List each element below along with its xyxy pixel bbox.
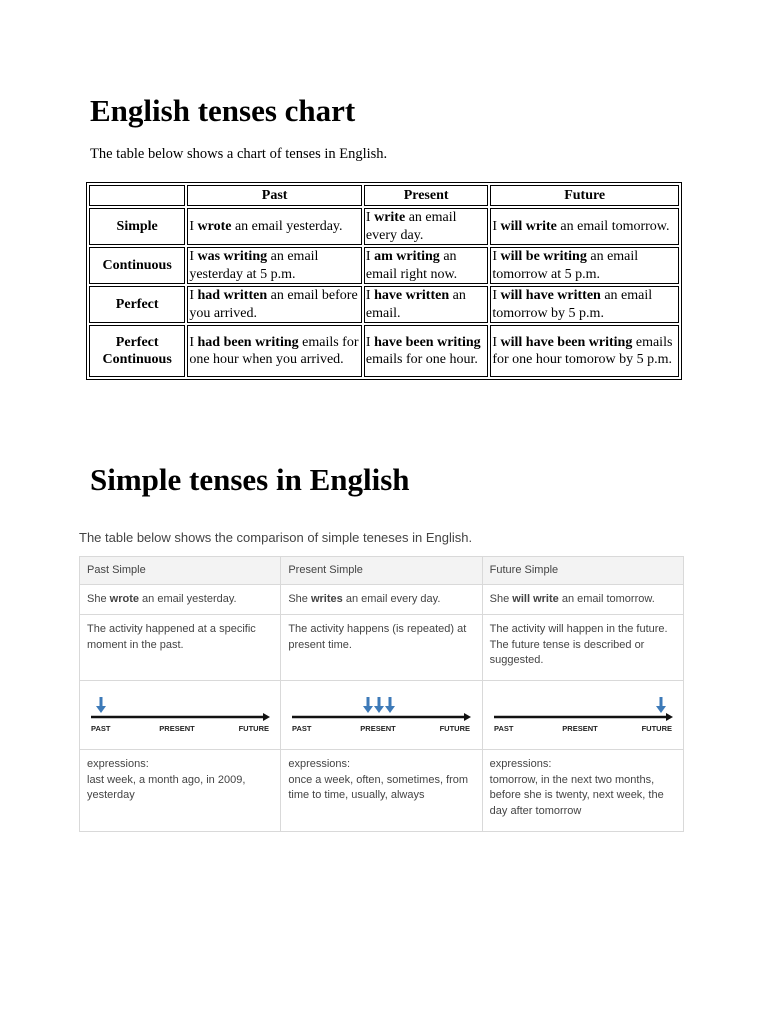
- verb-form: had written: [197, 288, 268, 303]
- sentence-text: an email yesterday.: [231, 218, 343, 234]
- sentence-text: an email right now.: [365, 249, 458, 282]
- page-title: English tenses chart: [90, 93, 356, 128]
- expressions-list: once a week, often, sometimes, from time to time, usually, always: [288, 773, 469, 801]
- tense-cell-present: [364, 247, 488, 284]
- timeline-label-past: PAST: [91, 724, 111, 733]
- expressions-past: [80, 750, 281, 832]
- sentence-text: I: [492, 249, 501, 264]
- tense-cell-present: [364, 325, 488, 377]
- timeline-cell-past: [80, 681, 281, 750]
- verb-form: have been writing: [374, 334, 481, 350]
- expressions-future: [482, 750, 683, 832]
- table-row: [89, 208, 679, 245]
- verb-form: have written: [374, 288, 450, 303]
- example-verb: writes: [310, 592, 343, 605]
- sentence-text: I: [492, 334, 501, 350]
- example-text: She: [288, 592, 311, 605]
- timeline-label-present: PRESENT: [159, 724, 195, 733]
- timeline-axis: [292, 713, 471, 721]
- expressions-list: last week, a month ago, in 2009, yesterday: [87, 773, 246, 801]
- expressions-list: tomorrow, in the next two months, before she is twenty, next week, the day after tomorrow: [489, 773, 664, 817]
- activity-row: [80, 615, 684, 681]
- tense-label-perfect: Perfect: [89, 286, 185, 323]
- sentence-text: I: [189, 288, 198, 303]
- tense-cell-present: [364, 208, 488, 245]
- verb-form: was writing: [197, 249, 268, 264]
- timeline-axis: [91, 713, 270, 721]
- tense-cell-future: [490, 208, 679, 245]
- column-header-present-simple: Present Simple: [281, 557, 482, 585]
- tense-label-perfect-continuous: Perfect Continuous: [89, 325, 185, 377]
- timeline-label-future: FUTURE: [641, 724, 672, 733]
- sentence-text: an email every day.: [365, 210, 457, 243]
- sentence-text: an email yesterday at 5 p.m.: [189, 249, 319, 282]
- section-title-simple-tenses: Simple tenses in English: [90, 462, 410, 497]
- timeline-cell-present: [281, 681, 482, 750]
- sentence-text: emails for one hour.: [365, 352, 478, 367]
- simple-tenses-table: [79, 556, 684, 832]
- simple-tenses-intro-text: The table below shows the comparison of simple teneses in English.: [79, 530, 473, 545]
- sentence-text: emails for one hour when you arrived.: [189, 334, 359, 367]
- header-present: Present: [364, 185, 488, 206]
- timeline-label-future: FUTURE: [439, 724, 471, 733]
- timeline-label-past: PAST: [292, 724, 312, 733]
- expressions-row: [80, 750, 684, 832]
- example-past: [80, 585, 281, 615]
- sentence-text: I: [189, 334, 198, 350]
- timeline-diagram: [490, 695, 676, 735]
- example-present: [281, 585, 482, 615]
- header-past: Past: [187, 185, 362, 206]
- header-future: Future: [490, 185, 679, 206]
- timeline-diagram: [288, 695, 474, 735]
- example-text: an email yesterday.: [138, 592, 237, 605]
- sentence-text: I: [189, 218, 198, 234]
- tense-cell-past: [187, 208, 362, 245]
- verb-form: will be writing: [500, 249, 587, 264]
- verb-form: am writing: [374, 249, 440, 264]
- sentence-text: I: [365, 334, 375, 350]
- expressions-label: expressions:: [288, 758, 351, 770]
- verb-form: will have written: [500, 288, 601, 303]
- sentence-text: I: [365, 288, 375, 303]
- verb-form: had been writing: [197, 334, 299, 350]
- tense-cell-present: [364, 286, 488, 323]
- sentence-text: an email tomorrow at 5 p.m.: [492, 249, 639, 282]
- timeline-label-present: PRESENT: [360, 724, 397, 733]
- sentence-text: I: [492, 218, 501, 234]
- tense-cell-past: [187, 325, 362, 377]
- verb-form: will have been writing: [500, 334, 633, 350]
- down-arrow-icon: [363, 697, 373, 713]
- example-text: She: [87, 592, 110, 605]
- down-arrow-icon: [656, 697, 666, 713]
- sentence-text: an email tomorrow by 5 p.m.: [492, 288, 653, 321]
- tense-cell-past: [187, 286, 362, 323]
- example-row: [80, 585, 684, 615]
- sentence-text: an email.: [365, 288, 466, 321]
- timeline-label-present: PRESENT: [561, 724, 598, 733]
- column-header-future-simple: Future Simple: [482, 557, 683, 585]
- expressions-label: expressions:: [87, 758, 149, 770]
- timeline-cell-future: [482, 681, 683, 750]
- timeline-row: [80, 681, 684, 750]
- header-empty: [89, 185, 185, 206]
- sentence-text: emails for one hour tomorow by 5 p.m.: [492, 334, 673, 367]
- down-arrow-icon: [96, 697, 106, 713]
- sentence-text: I: [365, 210, 375, 225]
- table-header-row: [89, 185, 679, 206]
- table-row: [89, 247, 679, 284]
- sentence-text: I: [189, 249, 198, 264]
- tense-cell-future: [490, 325, 679, 377]
- table-row: [89, 286, 679, 323]
- activity-present: The activity happens (is repeated) at present time.: [281, 615, 482, 681]
- timeline-label-past: PAST: [493, 724, 514, 733]
- verb-form: wrote: [197, 218, 232, 234]
- activity-future: The activity will happen in the future. The future tense is described or suggested.: [482, 615, 683, 681]
- chart-intro-text: The table below shows a chart of tenses in English.: [90, 146, 388, 162]
- sentence-text: I: [365, 249, 375, 264]
- sentence-text: an email before you arrived.: [189, 288, 358, 321]
- example-verb: wrote: [109, 592, 139, 605]
- example-text: She: [489, 592, 513, 605]
- example-text: an email every day.: [342, 592, 441, 605]
- expressions-present: [281, 750, 482, 832]
- tense-label-simple: Simple: [89, 208, 185, 245]
- expressions-label: expressions:: [489, 758, 552, 770]
- down-arrow-icon: [385, 697, 395, 713]
- timeline-label-future: FUTURE: [238, 724, 269, 733]
- example-future: [482, 585, 683, 615]
- tense-cell-future: [490, 247, 679, 284]
- example-verb: will write: [512, 592, 559, 605]
- tense-cell-past: [187, 247, 362, 284]
- activity-past: The activity happened at a specific moment in the past.: [80, 615, 281, 681]
- down-arrow-icon: [374, 697, 384, 713]
- column-header-past-simple: Past Simple: [80, 557, 281, 585]
- verb-form: will write: [500, 218, 557, 234]
- tense-cell-future: [490, 286, 679, 323]
- simple-header-row: [80, 557, 684, 585]
- table-row: [89, 325, 679, 377]
- sentence-text: I: [492, 288, 501, 303]
- tenses-chart-table: [86, 182, 682, 380]
- tense-label-continuous: Continuous: [89, 247, 185, 284]
- timeline-diagram: [87, 695, 273, 735]
- timeline-axis: [494, 713, 673, 721]
- example-text: an email tomorrow.: [558, 592, 655, 605]
- verb-form: write: [374, 210, 406, 225]
- sentence-text: an email tomorrow.: [556, 218, 670, 234]
